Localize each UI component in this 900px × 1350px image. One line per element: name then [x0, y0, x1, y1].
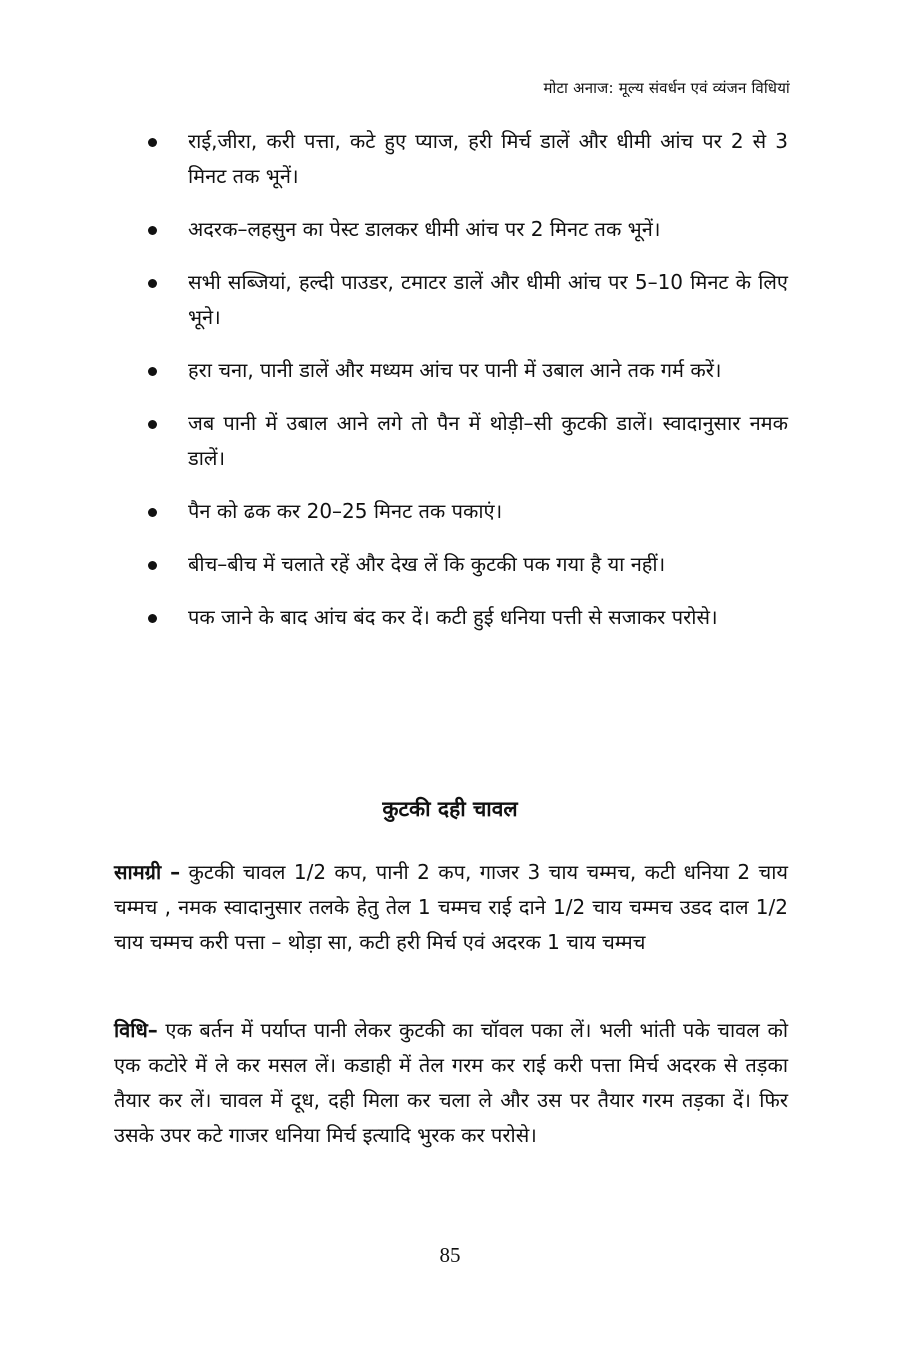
- step-text: सभी सब्जियां, हल्दी पाउडर, टमाटर डालें और धीमी आंच पर 5–10 मिनट के लिए भूने।: [188, 270, 788, 329]
- step-text: अदरक–लहसुन का पेस्ट डालकर धीमी आंच पर 2 मिनट तक भूनें।: [188, 217, 661, 241]
- list-item: [148, 406, 788, 476]
- step-text: पक जाने के बाद आंच बंद कर दें। कटी हुई धनिया पत्ती से सजाकर परोसे।: [188, 605, 718, 629]
- bullet-icon: [148, 614, 157, 623]
- method-paragraph: [114, 1013, 788, 1153]
- list-item: [148, 212, 788, 247]
- bullet-icon: [148, 138, 157, 147]
- step-text: राई,जीरा, करी पत्ता, कटे हुए प्याज, हरी मिर्च डालें और धीमी आंच पर 2 से 3 मिनट तक भूनें।: [188, 129, 788, 188]
- bullet-icon: [148, 367, 157, 376]
- bullet-icon: [148, 279, 157, 288]
- step-text: हरा चना, पानी डालें और मध्यम आंच पर पानी में उबाल आने तक गर्म करें।: [188, 358, 722, 382]
- bullet-icon: [148, 561, 157, 570]
- list-item: [148, 547, 788, 582]
- method-label: विधि–: [114, 1018, 158, 1042]
- list-item: [148, 494, 788, 529]
- recipe-steps-list: [148, 124, 788, 653]
- method-text: एक बर्तन में पर्याप्त पानी लेकर कुटकी का चॉवल पका लें। भली भांती पके चावल को एक कटोरे में ले कर मसल लें। कडाही में तेल गरम कर राई करी पत्ता मिर्च अदरक से तड़का तैयार कर लें। चावल में दूध, दही मिला कर चला ले और उस पर तैयार गरम तड़का दें। फिर उसके उपर कटे गाजर धनिया मिर्च इत्यादि भुरक कर परोसे।: [114, 1018, 788, 1147]
- page-number: 85: [439, 1243, 461, 1267]
- ingredients-text: कुटकी चावल 1/2 कप, पानी 2 कप, गाजर 3 चाय चम्मच, कटी धनिया 2 चाय चम्मच , नमक स्वादानुसार तलके हेतु तेल 1 चम्मच राई दाने 1/2 चाय चम्मच उडद दाल 1/2 चाय चम्मच करी पत्ता – थोड़ा सा, कटी हरी मिर्च एवं अदरक 1 चाय चम्मच: [114, 860, 789, 954]
- bullet-icon: [148, 420, 157, 429]
- ingredients-label: सामग्री –: [114, 860, 181, 884]
- running-header: मोटा अनाज: मूल्य संवर्धन एवं व्यंजन विधियां: [543, 79, 790, 97]
- bullet-icon: [148, 226, 157, 235]
- list-item: [148, 600, 788, 635]
- step-text: बीच–बीच में चलाते रहें और देख लें कि कुटकी पक गया है या नहीं।: [188, 552, 666, 576]
- step-text: जब पानी में उबाल आने लगे तो पैन में थोड़ी–सी कुटकी डालें। स्वादानुसार नमक डालें।: [188, 411, 788, 470]
- list-item: [148, 124, 788, 194]
- step-text: पैन को ढक कर 20–25 मिनट तक पकाएं।: [188, 499, 503, 523]
- recipe-title: कुटकी दही चावल: [382, 797, 518, 821]
- ingredients-paragraph: [114, 855, 788, 960]
- bullet-icon: [148, 508, 157, 517]
- list-item: [148, 265, 788, 335]
- list-item: [148, 353, 788, 388]
